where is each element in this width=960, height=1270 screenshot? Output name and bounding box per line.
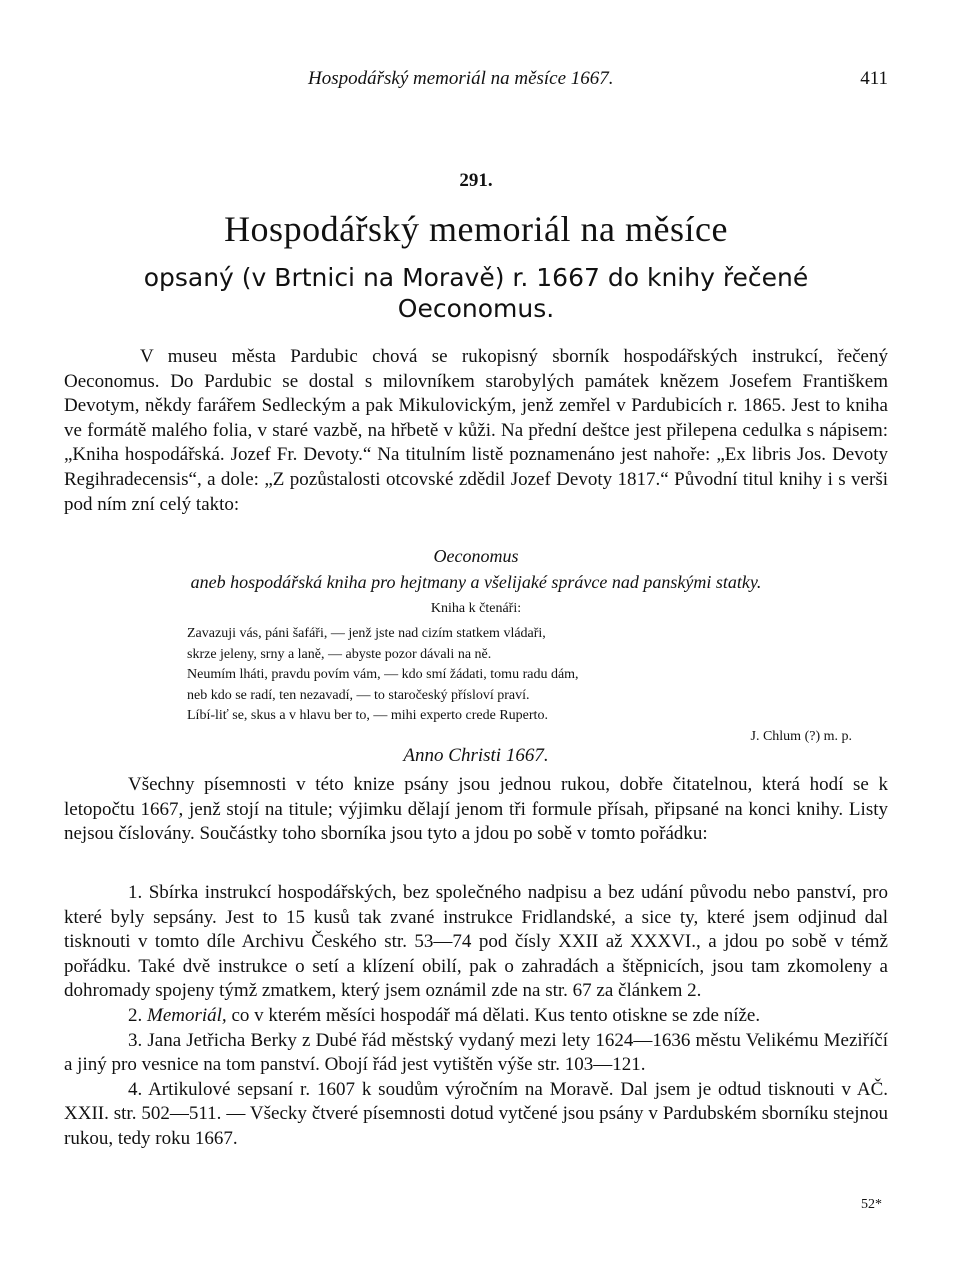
list-item xyxy=(64,1029,888,1078)
page-header xyxy=(64,68,888,98)
item-number: 3. xyxy=(128,1029,143,1051)
poem-title: Oeconomus xyxy=(433,546,519,566)
item-number: 4. xyxy=(128,1078,143,1100)
poem-line: Zavazuji vás, páni šafáři, — jenž jste nad cizím statkem vládaři, xyxy=(187,626,546,641)
poem-heading: Kniha k čtenáři: xyxy=(430,601,522,616)
item-text: Artikulové sepsaní r. 1607 k soudům výročním na Moravě. Dal jsem je odtud tisknouti v AČ. XXII. str. 502—511. — Všecky čtveré písemnosti dotud vytčené jsou psány v Pardubském sborníku stejnou rukou, tedy roku 1667. xyxy=(64,1078,888,1149)
sheet-signature: 52* xyxy=(861,1197,882,1212)
list-item xyxy=(64,881,888,1004)
poem-line: Neumím lháti, pravdu povím vám, — kdo smí žádati, tomu radu dám, xyxy=(187,667,579,682)
anno-line: Anno Christi 1667. xyxy=(403,745,549,766)
item-text: Jana Jetřicha Berky z Dubé řád městský vydaný mezi lety 1624—1636 městu Velikému Meziříčí a jiný pro vesnice na tom panství. Obojí řád jest vytištěn výše str. 103—121. xyxy=(64,1029,889,1076)
intro-paragraph: V museu města Pardubic chová se rukopisný sborník hospodářských instrukcí, řečený Oeconomus. Do Pardubic se dostal s milovníkem starobylých památek knězem Josefem Františkem Devotym, někdy farářem Sedleckým a pak Mikulovickým, jenž zemřel v Pardubicích r. 1865. Jest to kniha ve formátě malého folia, v staré vazbě, na hřbetě v kůži. Na přední deštce jest přilepena cedulka s nápisem: „Kniha hospodářská. Jozef Fr. Devoty.“ Na titulním listě poznamenáno jest nahoře: „Ex libris Jos. Devoty Regihradecensis“, a dole: „Z pozůstalosti otcovské zdědil Jozef Devoty 1817.“ Původní titul knihy i s verši pod ním zní celý takto: xyxy=(64,346,888,515)
document-subtitle xyxy=(64,262,888,324)
item-text: Sbírka instrukcí hospodářských, bez společného nadpisu a bez udání původu nebo panství, pro které byly sepsány. Jest to 15 kusů tak zvané instrukce Fridlandské, a sice ty, které jsem odjinud dal tisknouti v tomto díle Archivu Českého str. 53—74 pod čísly XXII až XXXVI., a jdou po sobě v témž pořádku. Také dvě instrukce o setí a klízení obilí, pak o zahradách a štěpnicích, jsou tam zkomoleny a dohromady spojeny týmž zmatkem, který jsem oznámil zde na str. 67 za článkem 2. xyxy=(64,882,888,1002)
list-item xyxy=(64,1078,888,1152)
poem-line: neb kdo se radí, ten nezavadí, — to staročeský přísloví praví. xyxy=(187,687,530,703)
poem-signature: J. Chlum (?) m. p. xyxy=(750,729,852,744)
poem xyxy=(187,624,747,727)
subtitle-line: Oeconomus. xyxy=(397,294,555,323)
main-paragraph: Všechny písemnosti v této knize psány jsou jednou rukou, dobře čitatelnou, která hodí se k letopočtu 1667, jenž stojí na titule; výjimku dělají jenom tři formule přísah, připsané na konci knihy. Listy nejsou číslovány. Součástky toho sborníka jsou tyto a jdou po sobě v tomto pořádku: xyxy=(64,774,888,845)
page-number: 411 xyxy=(860,68,888,89)
document-title: Hospodářský memoriál na měsíce xyxy=(224,209,728,249)
item-text: co v kterém měsíci hospodář má dělati. Kus tento otiskne se zde níže. xyxy=(231,1004,761,1026)
item-list xyxy=(64,881,888,1152)
subtitle-line: opsaný (v Brtnici na Moravě) r. 1667 do knihy řečené xyxy=(143,263,809,292)
item-number: 2. xyxy=(128,1004,143,1026)
poem-line: Líbí-liť se, skus a v hlavu ber to, — mihi experto crede Ruperto. xyxy=(187,708,548,723)
list-item xyxy=(64,1004,888,1029)
item-number: 1. xyxy=(128,882,143,903)
document-number: 291. xyxy=(459,170,493,191)
running-title: Hospodářský memoriál na měsíce 1667. xyxy=(308,68,614,89)
item-emphasis: Memoriál, xyxy=(147,1004,227,1026)
poem-line: skrze jeleny, srny a laně, — abyste pozor dávali na ně. xyxy=(187,646,492,662)
poem-subtitle: aneb hospodářská kniha pro hejtmany a všelijaké správce nad panskými statky. xyxy=(190,572,762,592)
